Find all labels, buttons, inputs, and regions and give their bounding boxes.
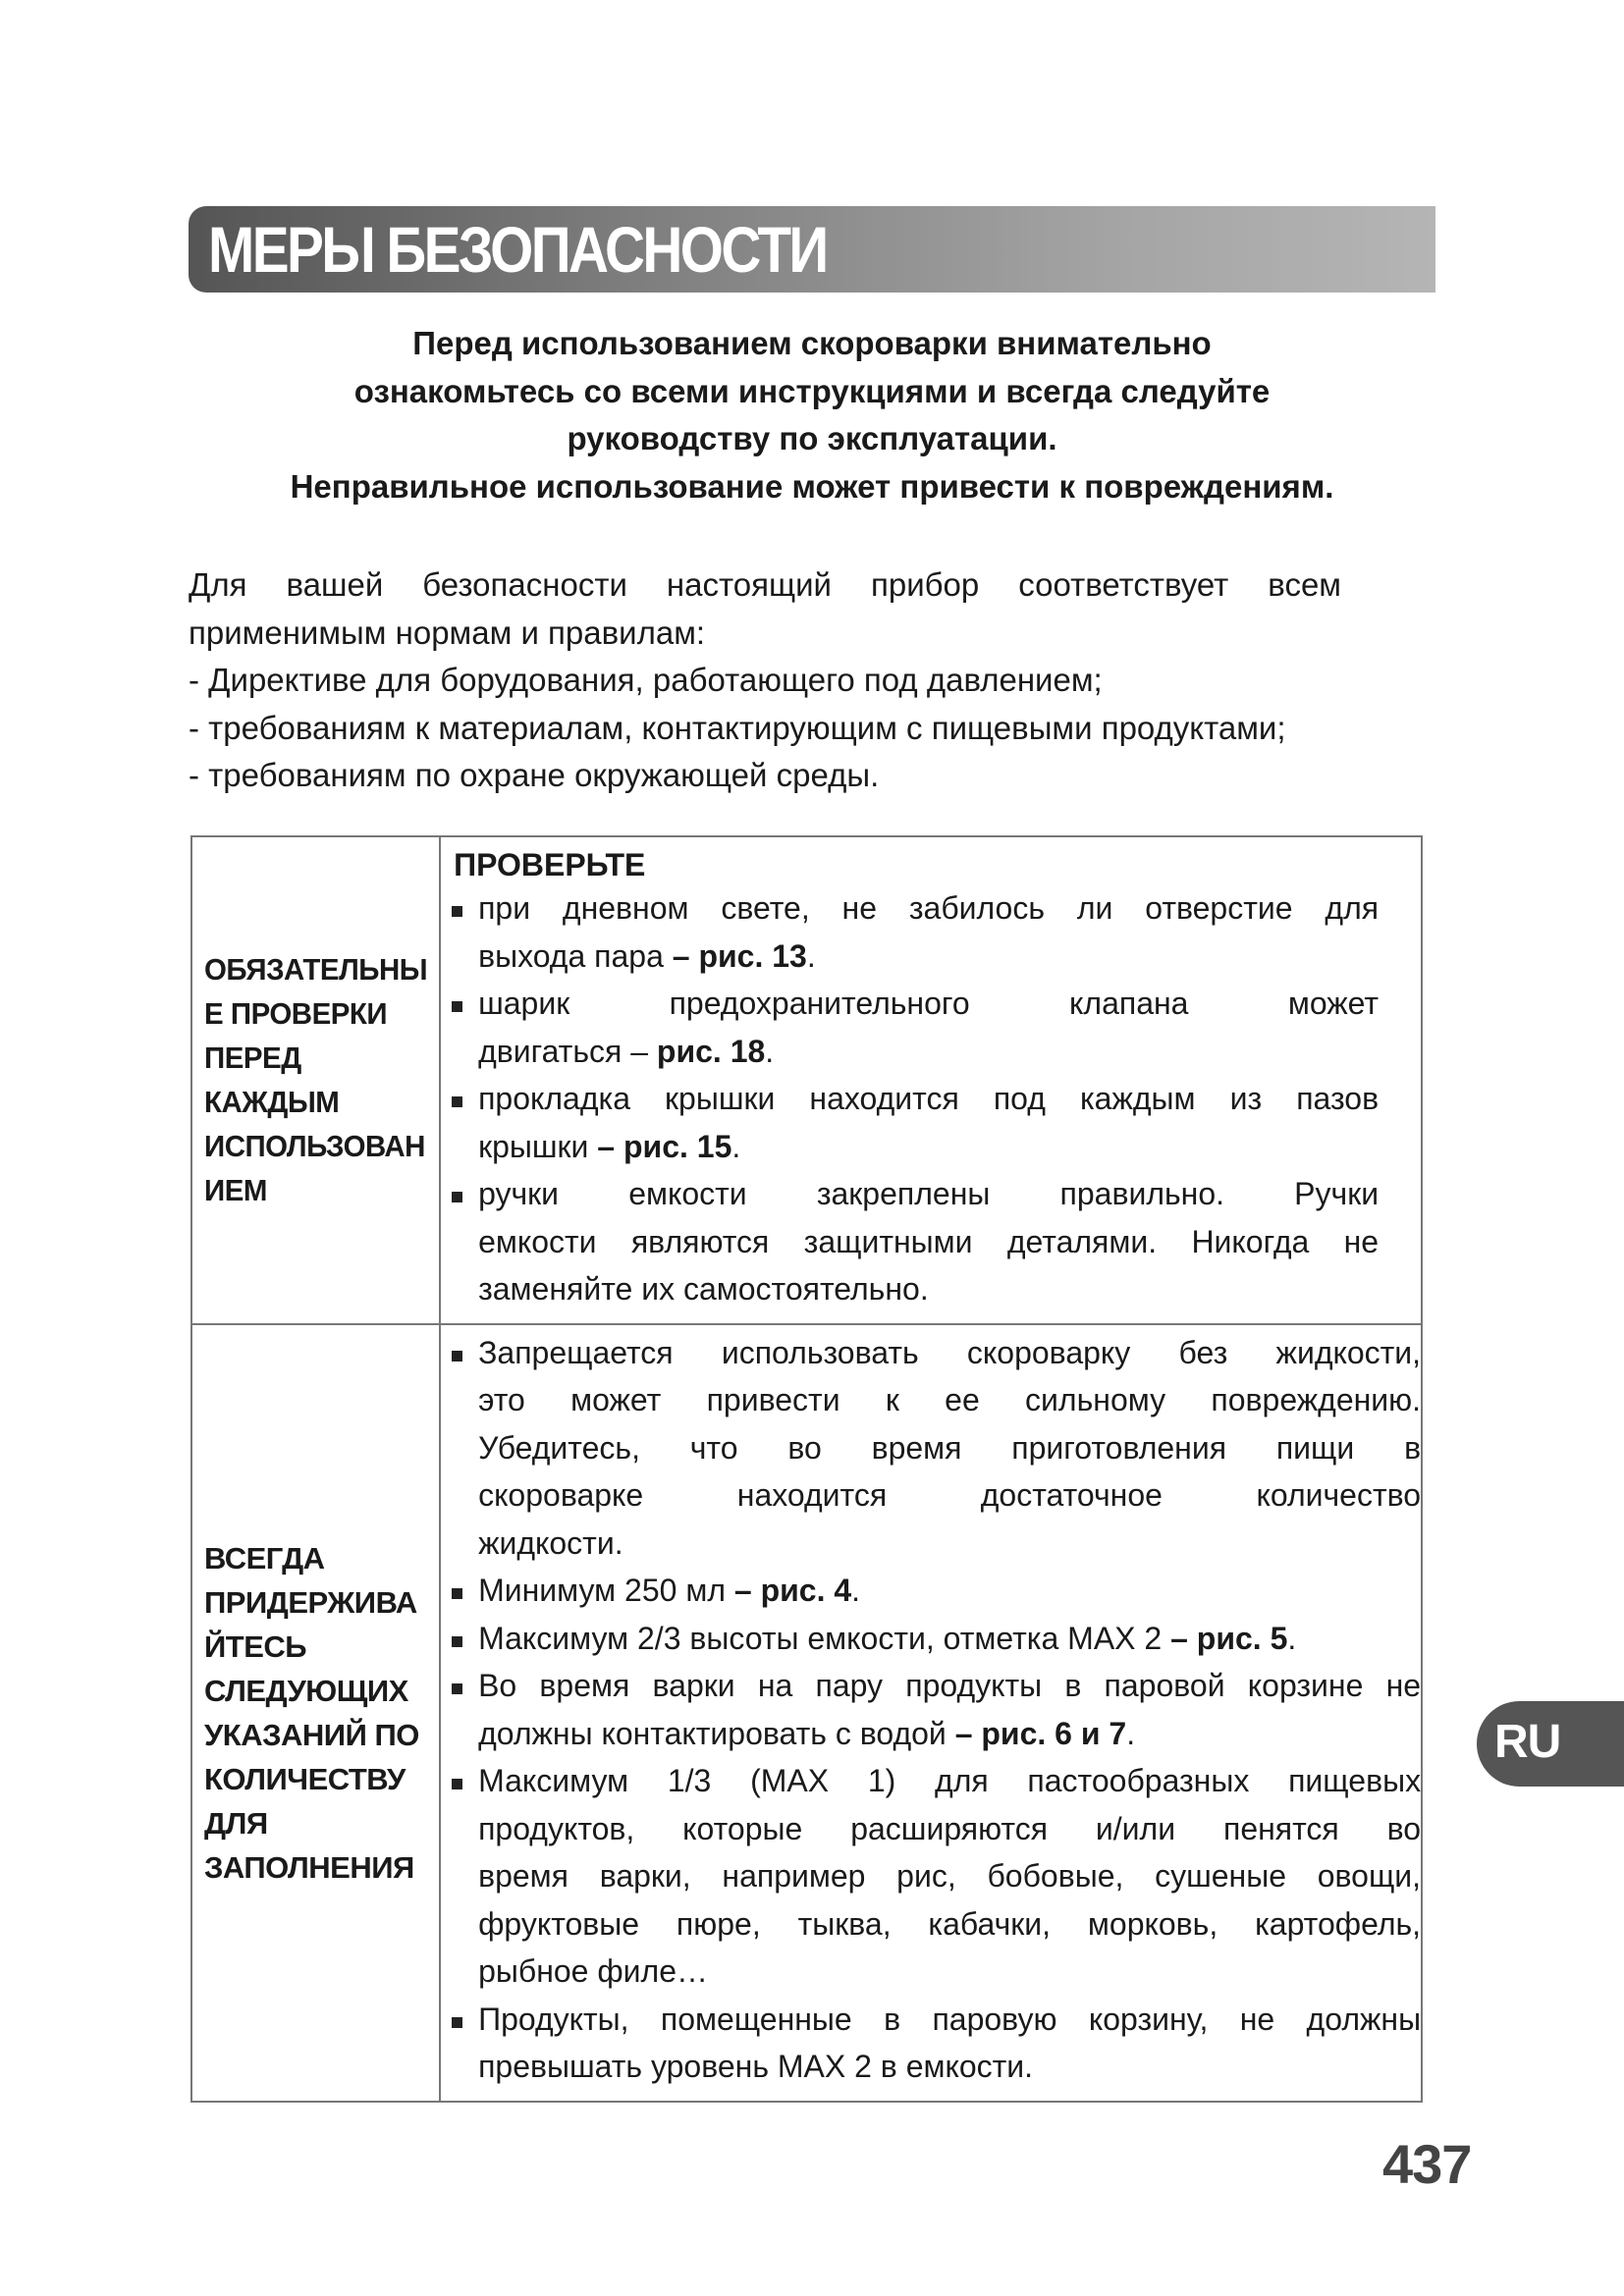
bullet-icon bbox=[452, 1636, 462, 1647]
row-label-line: КОЛИЧЕСТВУ bbox=[204, 1761, 406, 1796]
content-line bbox=[441, 1123, 1421, 1171]
content-line bbox=[441, 1471, 1421, 1520]
bullet-icon bbox=[452, 1683, 462, 1694]
bullet-icon bbox=[452, 1096, 462, 1107]
intro-line: ознакомьтесь со всеми инструкциями и всегда следуйте bbox=[353, 372, 1271, 409]
text-segment: при дневном свете, не забилось ли отверстие для bbox=[478, 890, 1380, 926]
row-label-line: ДЛЯ bbox=[204, 1805, 268, 1841]
safety-table bbox=[190, 835, 1423, 2103]
row-content bbox=[440, 1324, 1422, 2102]
text-segment: . bbox=[1126, 1715, 1136, 1751]
row-label-line: ЙТЕСЬ bbox=[204, 1629, 307, 1664]
text-segment: время варки, например рис, бобовые, сушеные овощи, bbox=[478, 1858, 1422, 1894]
line-text bbox=[478, 980, 1379, 1028]
line-text bbox=[478, 1075, 1379, 1123]
line-text bbox=[478, 1710, 1421, 1758]
text-segment: рыбное филе… bbox=[478, 1953, 709, 1989]
row-label-line: ИЕМ bbox=[204, 1173, 267, 1208]
figure-reference: – рис. 6 и 7 bbox=[954, 1715, 1127, 1751]
line-text bbox=[478, 1265, 1379, 1313]
text-segment: крышки bbox=[478, 1128, 598, 1164]
content-line bbox=[441, 1948, 1421, 1996]
content-line bbox=[441, 1265, 1421, 1313]
content-line bbox=[441, 1028, 1421, 1076]
row-label bbox=[191, 836, 440, 1324]
text-segment: . bbox=[851, 1573, 861, 1608]
paragraph-line: - требованиям к материалам, контактирующим с пищевыми продуктами; bbox=[189, 709, 1286, 746]
bullet-icon bbox=[452, 1192, 462, 1202]
text-segment: фруктовые пюре, тыква, кабачки, морковь, картофель, bbox=[478, 1905, 1422, 1942]
text-segment: это может привести к ее сильному повреждению. bbox=[478, 1382, 1422, 1417]
row-header: ПРОВЕРЬТЕ bbox=[454, 847, 646, 882]
bullet-icon bbox=[452, 1779, 462, 1789]
text-segment: ручки емкости закреплены правильно. Ручки bbox=[478, 1176, 1380, 1211]
bullet-icon bbox=[452, 2017, 462, 2028]
figure-reference: – рис. 13 bbox=[672, 937, 807, 974]
figure-reference: рис. 18 bbox=[656, 1033, 766, 1069]
row-content bbox=[440, 836, 1422, 1324]
text-segment: емкости являются защитными деталями. Никогда не bbox=[478, 1223, 1380, 1259]
language-tab bbox=[1477, 1701, 1624, 1787]
line-text bbox=[478, 1900, 1421, 1949]
text-segment: заменяйте их самостоятельно. bbox=[478, 1271, 929, 1307]
line-text bbox=[478, 1424, 1421, 1472]
text-segment: Максимум 1/3 (MAX 1) для пастообразных пищевых bbox=[478, 1763, 1422, 1798]
line-text bbox=[478, 1757, 1421, 1805]
text-segment: Минимум 250 мл bbox=[478, 1573, 734, 1608]
text-segment: Запрещается использовать скороварку без жидкости, bbox=[478, 1334, 1422, 1370]
content-line bbox=[441, 980, 1421, 1028]
line-text bbox=[478, 2043, 1421, 2091]
text-segment: . bbox=[765, 1033, 775, 1069]
line-text bbox=[478, 1520, 1421, 1568]
content-line bbox=[441, 1567, 1421, 1615]
row-label-line: СЛЕДУЮЩИХ bbox=[204, 1673, 408, 1708]
paragraph-line: применимым нормам и правилам: bbox=[189, 614, 706, 651]
line-text bbox=[478, 933, 1379, 981]
compliance-paragraph bbox=[189, 561, 1341, 800]
content-line bbox=[441, 1852, 1421, 1900]
content-line bbox=[441, 1615, 1421, 1663]
row-label-line: КАЖДЫМ bbox=[204, 1085, 340, 1120]
line-text bbox=[478, 1028, 1379, 1076]
section-title-bar bbox=[189, 206, 1435, 293]
content-line bbox=[441, 1376, 1421, 1424]
text-segment: двигаться – bbox=[478, 1033, 657, 1069]
line-text bbox=[478, 1948, 1421, 1996]
row-label-line: ОБЯЗАТЕЛЬНЫ bbox=[204, 952, 428, 988]
paragraph-line: - Директиве для борудования, работающего под давлением; bbox=[189, 662, 1103, 698]
figure-reference: – рис. 15 bbox=[597, 1128, 732, 1164]
text-segment: Продукты, помещенные в паровую корзину, не должны bbox=[478, 2001, 1422, 2037]
row-label-line: УКАЗАНИЙ ПО bbox=[204, 1717, 419, 1752]
section-title: МЕРЫ БЕЗОПАСНОСТИ bbox=[208, 213, 827, 286]
figure-reference: – рис. 4 bbox=[733, 1573, 852, 1608]
line-text bbox=[478, 1662, 1421, 1710]
content-line bbox=[441, 1996, 1421, 2044]
line-text bbox=[478, 1805, 1421, 1853]
line-text bbox=[478, 1123, 1379, 1171]
text-segment: скороварке находится достаточное количество bbox=[478, 1477, 1422, 1513]
text-segment: продуктов, которые расширяются и/или пенятся во bbox=[478, 1810, 1422, 1846]
line-text bbox=[478, 1567, 1421, 1615]
content-line bbox=[441, 2043, 1421, 2091]
row-label-line: ЗАПОЛНЕНИЯ bbox=[204, 1849, 414, 1885]
content-line bbox=[441, 1329, 1421, 1377]
text-segment: жидкости. bbox=[478, 1524, 623, 1561]
line-text bbox=[478, 1329, 1421, 1377]
row-label-line: Е ПРОВЕРКИ bbox=[204, 996, 388, 1032]
row-label-line: ПЕРЕД bbox=[204, 1041, 301, 1076]
content-line bbox=[441, 884, 1421, 933]
paragraph-line: Для вашей безопасности настоящий прибор соответствует всем bbox=[189, 566, 1341, 603]
content-line bbox=[441, 1218, 1421, 1266]
line-text bbox=[478, 1218, 1379, 1266]
text-segment: Во время варки на пару продукты в паровой корзине не bbox=[478, 1668, 1422, 1703]
row-label-line: ИСПОЛЬЗОВАН bbox=[204, 1129, 425, 1164]
content-line bbox=[441, 1757, 1421, 1805]
line-text bbox=[478, 1170, 1379, 1218]
bullet-icon bbox=[452, 1588, 462, 1599]
text-segment: шарик предохранительного клапана может bbox=[478, 986, 1380, 1021]
text-segment: Максимум 2/3 высоты емкости, отметка MAX 2 bbox=[478, 1620, 1171, 1656]
page-number: 437 bbox=[1382, 2133, 1472, 2195]
content-line bbox=[441, 1170, 1421, 1218]
line-text bbox=[478, 1996, 1421, 2044]
line-text bbox=[478, 1471, 1421, 1520]
intro-warning bbox=[147, 320, 1477, 510]
text-segment: выхода пара bbox=[478, 937, 673, 974]
row-label-line: ПРИДЕРЖИВА bbox=[204, 1584, 417, 1620]
content-line bbox=[441, 1805, 1421, 1853]
bullet-icon bbox=[452, 1001, 462, 1012]
text-segment: превышать уровень MAX 2 в емкости. bbox=[478, 2049, 1034, 2084]
content-line bbox=[441, 1662, 1421, 1710]
bullet-icon bbox=[452, 906, 462, 917]
row-label bbox=[191, 1324, 440, 2102]
line-text bbox=[478, 884, 1379, 933]
language-tab-label: RU bbox=[1494, 1716, 1561, 1768]
text-segment: . bbox=[731, 1128, 741, 1164]
text-segment: прокладка крышки находится под каждым из пазов bbox=[478, 1081, 1380, 1116]
content-line bbox=[441, 933, 1421, 981]
content-line bbox=[441, 1424, 1421, 1472]
content-line bbox=[441, 1900, 1421, 1949]
table-row bbox=[191, 836, 1422, 1324]
text-segment: . bbox=[806, 937, 816, 974]
text-segment: Убедитесь, что во время приготовления пищи в bbox=[478, 1429, 1422, 1466]
line-text bbox=[478, 1376, 1421, 1424]
paragraph-line: - требованиям по охране окружающей среды. bbox=[189, 757, 880, 793]
intro-line: руководству по эксплуатации. bbox=[567, 420, 1057, 456]
intro-line: Перед использованием скороварки внимательно bbox=[412, 325, 1212, 361]
line-text bbox=[478, 1615, 1421, 1663]
row-label-line: ВСЕГДА bbox=[204, 1540, 325, 1575]
text-segment: . bbox=[1287, 1620, 1297, 1656]
figure-reference: – рис. 5 bbox=[1170, 1620, 1288, 1656]
bullet-icon bbox=[452, 1351, 462, 1362]
text-segment: должны контактировать с водой bbox=[478, 1715, 955, 1751]
content-line bbox=[441, 1520, 1421, 1568]
intro-line: Неправильное использование может привести к повреждениям. bbox=[290, 467, 1334, 505]
content-line bbox=[441, 1075, 1421, 1123]
table-row bbox=[191, 1324, 1422, 2102]
line-text bbox=[478, 1852, 1421, 1900]
content-line bbox=[441, 1710, 1421, 1758]
